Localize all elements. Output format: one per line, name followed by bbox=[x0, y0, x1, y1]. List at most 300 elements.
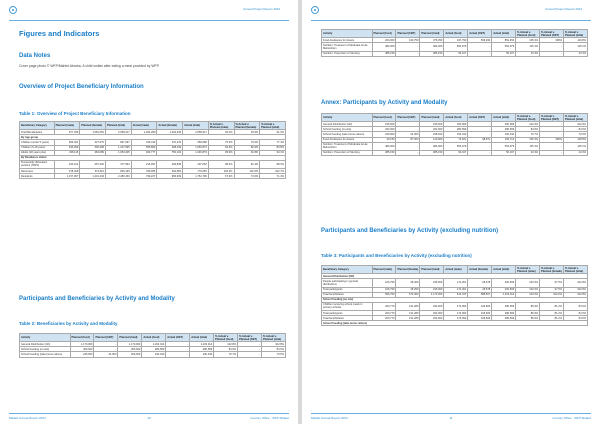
table-cell: 407,052 bbox=[183, 160, 209, 168]
table-cell: 2,480,400 bbox=[105, 174, 131, 179]
column-header: Activity bbox=[322, 114, 373, 122]
table-cell: 1,170,000 bbox=[420, 292, 444, 297]
table-cell: 75.6% bbox=[208, 140, 234, 145]
table-cell: 50,167 bbox=[492, 150, 516, 155]
row-label: Nutrition: Treatment of Moderate Acute Malnutrition bbox=[322, 43, 373, 51]
table-cell: 90,167 bbox=[444, 51, 468, 56]
table-cell: 204,000 bbox=[372, 38, 396, 43]
header-rule bbox=[311, 20, 591, 21]
table-cell: 385,150 bbox=[420, 51, 444, 56]
table-cell: 163,750 bbox=[396, 38, 420, 43]
row-label: School Feeding (take-home rations) bbox=[20, 352, 71, 357]
table-cell: 555,869 bbox=[131, 145, 157, 150]
column-header: Planned (female) bbox=[80, 122, 106, 130]
row-label: School Feeding (on-site) bbox=[322, 127, 373, 132]
table-cell: 104.3% bbox=[208, 169, 234, 174]
column-header: Planned (total) bbox=[105, 122, 131, 130]
column-header: % Actual v. Planned (food) bbox=[516, 114, 540, 122]
row-label: Food Assistance for Assets bbox=[322, 137, 373, 142]
table-cell: 93.9% bbox=[234, 130, 260, 135]
table-cell: 84.6% bbox=[262, 347, 286, 352]
activity-modality-table-continued bbox=[321, 29, 588, 57]
table-cell: 378,328 bbox=[54, 169, 80, 174]
table-cell: 84.6% bbox=[564, 127, 588, 132]
table-cell: 280,599 bbox=[142, 347, 166, 352]
table-cell: 396% bbox=[540, 38, 564, 43]
table-cell: 596,700 bbox=[372, 292, 396, 297]
column-header: % Actual v. Planned (food) bbox=[516, 30, 540, 38]
table-cell: 200,770 bbox=[372, 302, 396, 310]
table-cell: 106,606 bbox=[468, 311, 492, 316]
right-page bbox=[302, 0, 600, 424]
table-cell: 1,203,014 bbox=[492, 292, 516, 297]
table-cell: 102.8% bbox=[262, 342, 286, 347]
page-number: 11 bbox=[449, 416, 453, 420]
running-header: Annual Project Report 2024 bbox=[243, 7, 280, 11]
table-cell: 79.7% bbox=[214, 352, 238, 357]
table-cell: 190,340 bbox=[190, 352, 214, 357]
table-cell: 86.9% bbox=[516, 311, 540, 316]
table-cell: 376,350 bbox=[420, 38, 444, 43]
column-header: % Actual v. Planned (total) bbox=[564, 114, 588, 122]
table-cell: 977,336 bbox=[54, 130, 80, 135]
column-header: % Actual v. Planned (CBT) bbox=[238, 334, 262, 342]
table-cell: 1,053,205 bbox=[105, 150, 131, 155]
table-cell: 1,264,289 bbox=[131, 130, 157, 135]
table-cell: 115.1% bbox=[516, 142, 540, 150]
table-cell: 81.2% bbox=[540, 311, 564, 316]
table-cell: 338,116 bbox=[54, 150, 80, 155]
table-cell: 131,280 bbox=[396, 316, 420, 321]
wfp-logo-icon bbox=[311, 6, 319, 14]
table-cell: 91.3% bbox=[260, 130, 286, 135]
row-label: Total beneficiaries bbox=[322, 316, 373, 321]
table-cell: 172,261 bbox=[444, 279, 468, 287]
table-cell: 84.6% bbox=[564, 302, 588, 310]
column-header: Actual (food) bbox=[142, 334, 166, 342]
table-cell: 81.2% bbox=[540, 302, 564, 310]
table-cell: 83.8% bbox=[260, 145, 286, 150]
table-cell: 98.2% bbox=[208, 160, 234, 168]
table-cell: 280,599 bbox=[190, 347, 214, 352]
table-cell: 173,993 bbox=[444, 311, 468, 316]
table-cell: 24,000 bbox=[94, 352, 118, 357]
column-header: % Actual v. Planned (total) bbox=[564, 30, 588, 38]
section-label: General Distribution (GD) bbox=[322, 274, 588, 279]
table-cell: 2,658,917 bbox=[183, 130, 209, 135]
table-cell: 1,394,636 bbox=[157, 130, 183, 135]
table-cell: - bbox=[540, 132, 564, 137]
column-header: % Actual v. Planned (total) bbox=[260, 122, 286, 130]
table-cell: 33,150 bbox=[372, 137, 396, 142]
table-cell: 23.3% bbox=[564, 150, 588, 155]
table-cell: 238,400 bbox=[420, 132, 444, 137]
table-cell: 79.3% bbox=[234, 140, 260, 145]
annex-heading: Annex: Participants by Activity and Modality bbox=[321, 100, 448, 106]
page-title: Figures and Indicators bbox=[19, 29, 100, 38]
table-cell: 116.8% bbox=[564, 38, 588, 43]
table-cell: 131,280 bbox=[396, 302, 420, 310]
table-header-row bbox=[322, 266, 588, 274]
column-header: % Actual v. Planned (CBT) bbox=[540, 30, 564, 38]
table-cell: - bbox=[468, 142, 492, 150]
table-cell: 554,979 bbox=[444, 43, 468, 51]
table-cell: 300,000 bbox=[70, 347, 94, 352]
table-cell: 463,777 bbox=[131, 150, 157, 155]
table-cell: 91.8% bbox=[234, 150, 260, 155]
table-cell: 195,000 bbox=[420, 279, 444, 287]
table-cell: 190,340 bbox=[444, 132, 468, 137]
table-cell: - bbox=[396, 43, 420, 51]
row-label: Children (5-18 years) bbox=[20, 145, 55, 150]
table-row bbox=[322, 43, 588, 51]
table-cell: 332,000 bbox=[372, 127, 396, 132]
table-cell: - bbox=[468, 122, 492, 127]
table-cell: 71.4% bbox=[260, 174, 286, 179]
table-cell: 28,578 bbox=[468, 287, 492, 292]
column-header: Planned (female) bbox=[396, 266, 420, 274]
table-cell: 84.6% bbox=[214, 347, 238, 352]
table-cell: 245,000 bbox=[70, 352, 94, 357]
table-cell: 195,000 bbox=[420, 287, 444, 292]
table-cell: 118.8% bbox=[564, 137, 588, 142]
table-cell: 97.5% bbox=[540, 279, 564, 287]
table-cell: - bbox=[468, 51, 492, 56]
table-cell: 195,000 bbox=[420, 122, 444, 127]
table-cell: 102.8% bbox=[214, 342, 238, 347]
table-cell: 92.4% bbox=[208, 130, 234, 135]
table-cell: 28,578 bbox=[468, 279, 492, 287]
table-cell: 24,000 bbox=[396, 132, 420, 137]
data-notes-heading: Data Notes bbox=[19, 53, 51, 59]
table-cell: 1,157,967 bbox=[54, 174, 80, 179]
table-cell: 82.9% bbox=[234, 145, 260, 150]
table-cell: 103.3% bbox=[516, 279, 540, 287]
table-cell: 106,606 bbox=[468, 316, 492, 321]
table-cell: 484,000 bbox=[372, 43, 396, 51]
column-header: Actual (CBT) bbox=[468, 114, 492, 122]
table-cell: 102.9% bbox=[516, 122, 540, 127]
table-cell: - bbox=[540, 43, 564, 51]
row-label: Nutrition: Treatment of Moderate Acute Malnutrition bbox=[322, 142, 373, 150]
table-cell: 484,000 bbox=[420, 142, 444, 150]
table-cell: 79.7% bbox=[516, 132, 540, 137]
table-cell: 103.0% bbox=[516, 292, 540, 297]
table-cell: 98,871 bbox=[468, 137, 492, 142]
table-cell: 498,439 bbox=[157, 145, 183, 150]
table-row bbox=[20, 174, 286, 179]
table-cell: 2,058,417 bbox=[105, 130, 131, 135]
table-cell: 779,653 bbox=[183, 169, 209, 174]
table-cell: 110,900 bbox=[420, 137, 444, 142]
table-cell: 385,150 bbox=[372, 150, 396, 155]
table-cell: 486,021 bbox=[54, 140, 80, 145]
table-cell: 280,599 bbox=[444, 127, 468, 132]
table-cell: 166,750 bbox=[372, 279, 396, 287]
table-row bbox=[322, 51, 588, 56]
table-cell: 23.3% bbox=[564, 51, 588, 56]
table-cell: 1,201,433 bbox=[80, 174, 106, 179]
row-label: Total participants bbox=[322, 287, 373, 292]
table-cell: - bbox=[94, 347, 118, 352]
column-header: % Actual v. Planned (total) bbox=[262, 334, 286, 342]
column-header: Actual (female) bbox=[157, 122, 183, 130]
column-header: % Actual v. Planned (male) bbox=[208, 122, 234, 130]
table-cell: 86.9% bbox=[516, 316, 540, 321]
row-label: School Feeding (on-site) bbox=[20, 347, 71, 352]
row-label: Nutrition: Prevention of Stunting bbox=[322, 150, 373, 155]
column-header: Planned (food) bbox=[372, 114, 396, 122]
row-label: Total beneficiaries bbox=[322, 292, 373, 297]
row-label: Nutrition: Prevention of Stunting bbox=[322, 51, 373, 56]
column-header: Actual (food) bbox=[444, 114, 468, 122]
column-header: Planned (CBT) bbox=[396, 30, 420, 38]
table-cell: 50,167 bbox=[492, 51, 516, 56]
table-cell: 280,599 bbox=[492, 302, 516, 310]
table-cell: 84.6% bbox=[564, 311, 588, 316]
table-cell: 28,360 bbox=[396, 279, 420, 287]
column-header: Actual (total) bbox=[183, 122, 209, 130]
beneficiaries-by-activity-table bbox=[19, 333, 286, 358]
page-number: 10 bbox=[147, 416, 151, 420]
row-label: General Distribution (GD) bbox=[20, 342, 71, 347]
column-header: % Actual v. Planned (total) bbox=[564, 266, 588, 274]
table-cell: 90,167 bbox=[444, 150, 468, 155]
table-cell: 102.9% bbox=[564, 122, 588, 127]
table-cell: - bbox=[166, 342, 190, 347]
table-cell: 84.6% bbox=[564, 316, 588, 321]
table-cell: 23.3% bbox=[516, 150, 540, 155]
table-cell: - bbox=[396, 127, 420, 132]
table-cell: - bbox=[396, 142, 420, 150]
table-header-row bbox=[322, 30, 588, 38]
column-header: % Actual v. Planned (male) bbox=[516, 266, 540, 274]
table-cell: 956,939 bbox=[157, 174, 183, 179]
table-header-row bbox=[322, 114, 588, 122]
column-header: Planned (male) bbox=[54, 122, 80, 130]
table-cell: 1,203,014 bbox=[190, 342, 214, 347]
column-header: Planned (food) bbox=[70, 334, 94, 342]
table-cell: 87,600 bbox=[396, 137, 420, 142]
table-cell: 95.9% bbox=[208, 150, 234, 155]
page-header bbox=[302, 4, 600, 18]
table-cell: 846,439 bbox=[105, 169, 131, 174]
table-cell: 1,170,000 bbox=[70, 342, 94, 347]
table-cell: 28,250 bbox=[396, 287, 420, 292]
table-row bbox=[322, 279, 588, 287]
table-cell: 23.3% bbox=[516, 51, 540, 56]
table-cell: 1,764,796 bbox=[183, 174, 209, 179]
table-cell: 67.9% bbox=[208, 174, 234, 179]
table-cell: 588,667 bbox=[468, 292, 492, 297]
table-cell: 72.6% bbox=[564, 132, 588, 137]
column-header: Actual (male) bbox=[444, 266, 468, 274]
table-cell: 332,000 bbox=[420, 302, 444, 310]
column-header: Planned (CBT) bbox=[94, 334, 118, 342]
wfp-logo-icon bbox=[9, 6, 17, 14]
column-header: Actual (CBT) bbox=[166, 334, 190, 342]
section-label: By Residence status: bbox=[20, 155, 286, 160]
table-cell: 427,676 bbox=[80, 140, 106, 145]
table-cell: 200,839 bbox=[492, 287, 516, 292]
table-cell: 867,697 bbox=[105, 140, 131, 145]
table-cell: 101.9% bbox=[234, 169, 260, 174]
column-header: Actual (food) bbox=[444, 30, 468, 38]
left-page bbox=[0, 0, 298, 424]
table-cell: 81.2% bbox=[540, 316, 564, 321]
table-row bbox=[322, 302, 588, 310]
column-header: Planned (total) bbox=[420, 114, 444, 122]
data-notes-text: Cover page photo © WFP/Mahlet Abraha. A child smiles after eating a meal provided by WFP. bbox=[19, 64, 160, 68]
table-section-row bbox=[322, 321, 588, 326]
column-header: Planned (total) bbox=[420, 266, 444, 274]
table-row bbox=[322, 142, 588, 150]
table-cell: 105.3% bbox=[516, 38, 540, 43]
table-cell: 81.4% bbox=[234, 160, 260, 168]
table-cell: 216,097 bbox=[131, 160, 157, 168]
running-header: Annual Project Report 2024 bbox=[545, 7, 582, 11]
column-header: Planned (food) bbox=[372, 30, 396, 38]
table-cell: - bbox=[238, 352, 262, 357]
table-cell: 332,000 bbox=[420, 316, 444, 321]
table-cell: 190,340 bbox=[492, 132, 516, 137]
table-cell: 166,750 bbox=[372, 287, 396, 292]
column-header: % Actual v. Planned (female) bbox=[541, 266, 562, 273]
table-cell: 1,170,000 bbox=[118, 342, 142, 347]
row-label: Children receiving school meals in primary schools bbox=[322, 302, 373, 310]
table-cell: 790,227 bbox=[131, 174, 157, 179]
table-cell: 169,712 bbox=[492, 137, 516, 142]
table-cell: 484,000 bbox=[420, 43, 444, 51]
table-cell: 102.9% bbox=[564, 279, 588, 287]
table-cell: 200,770 bbox=[372, 316, 396, 321]
table-cell: 88.3% bbox=[260, 160, 286, 168]
participants-by-activity-table bbox=[321, 265, 588, 326]
table2-caption: Table 2: Beneficiaries by Activity and Modality bbox=[19, 321, 118, 326]
table1-caption: Table 1: Overview of Project Beneficiary Information bbox=[19, 111, 131, 116]
table-cell: 102.6% bbox=[540, 292, 564, 297]
table-cell: 269,000 bbox=[118, 352, 142, 357]
table-cell: 373,416 bbox=[80, 169, 106, 174]
table-cell: 115.1% bbox=[564, 43, 588, 51]
footer-left: Malawi Annual Report 2024 bbox=[9, 416, 46, 420]
table-cell: - bbox=[166, 347, 190, 352]
row-label: Food Assistance for Assets bbox=[322, 38, 373, 43]
table-header-row bbox=[20, 122, 286, 130]
column-header: Planned (total) bbox=[420, 30, 444, 38]
table-cell: - bbox=[468, 43, 492, 51]
table-cell: 300,000 bbox=[118, 347, 142, 352]
table-cell: 1,081,081 bbox=[80, 130, 106, 135]
row-label: School Feeding (take-home rations) bbox=[322, 132, 373, 137]
table-cell: - bbox=[540, 127, 564, 132]
table-cell: 852,450 bbox=[492, 38, 516, 43]
table-cell: 1,053,874 bbox=[183, 145, 209, 150]
table-cell: 347,790 bbox=[444, 38, 468, 43]
table-row bbox=[20, 352, 286, 357]
column-header: Actual (total) bbox=[492, 114, 516, 122]
table-cell: 384,089 bbox=[80, 150, 106, 155]
table-cell: 173,993 bbox=[444, 316, 468, 321]
row-label: Returnees bbox=[20, 169, 55, 174]
column-header: Activity bbox=[20, 334, 71, 342]
table-cell: - bbox=[396, 122, 420, 127]
table-cell: 172,261 bbox=[444, 287, 468, 292]
table-cell: - bbox=[540, 150, 564, 155]
table-cell: 640,399 bbox=[54, 145, 80, 150]
table-cell: 332,000 bbox=[420, 127, 444, 132]
table-cell: 102.9% bbox=[564, 287, 588, 292]
section-label: School Feeding (take-home rations) bbox=[322, 321, 588, 326]
table-cell: 280,599 bbox=[492, 316, 516, 321]
table-cell: 200,999 bbox=[444, 122, 468, 127]
table-cell: 554,979 bbox=[492, 142, 516, 150]
table-cell: 606,398 bbox=[80, 145, 106, 150]
section-label: School Feeding (on-site) bbox=[322, 297, 588, 302]
table-cell: 346,443 bbox=[131, 140, 157, 145]
table-cell: - bbox=[396, 51, 420, 56]
row-label: Adults (18 years plus) bbox=[20, 150, 55, 155]
table-cell: 336,965 bbox=[131, 169, 157, 174]
table-cell: 115.1% bbox=[516, 43, 540, 51]
table-cell: - bbox=[540, 51, 564, 56]
footer-right: Country Office · WFP Malawi bbox=[250, 416, 289, 420]
table-cell: 332,000 bbox=[420, 311, 444, 316]
column-header: % Actual v. Planned (female) bbox=[234, 122, 260, 130]
table-cell: - bbox=[94, 342, 118, 347]
table-cell: - bbox=[468, 127, 492, 132]
table-cell: 195,000 bbox=[372, 122, 396, 127]
table-cell: 477,564 bbox=[105, 160, 131, 168]
annex-participants-table bbox=[321, 113, 588, 156]
row-label: Total Beneficiaries bbox=[20, 130, 55, 135]
table-cell: 1,247,695 bbox=[105, 145, 131, 150]
table-cell: 200,770 bbox=[372, 311, 396, 316]
table-cell: 200,999 bbox=[492, 122, 516, 127]
table-cell: - bbox=[468, 132, 492, 137]
table-cell: 573,300 bbox=[396, 292, 420, 297]
table-cell: 554,979 bbox=[444, 142, 468, 150]
table-cell: 392,682 bbox=[157, 169, 183, 174]
table-cell: 77.4% bbox=[260, 140, 286, 145]
table-cell: 106.3% bbox=[516, 137, 540, 142]
row-label: Children (under 5 years) bbox=[20, 140, 55, 145]
table-cell: 249,900 bbox=[372, 132, 396, 137]
table-cell: 84.6% bbox=[516, 127, 540, 132]
table-cell: - bbox=[540, 142, 564, 150]
table-cell: 131,280 bbox=[396, 311, 420, 316]
table-cell: - bbox=[540, 122, 564, 127]
table-cell: 102.8% bbox=[564, 292, 588, 297]
column-header: Actual (male) bbox=[131, 122, 157, 130]
column-header: Beneficiary Category bbox=[322, 266, 373, 274]
column-header: Actual (CBT) bbox=[468, 30, 492, 38]
table-cell: 280,599 bbox=[492, 127, 516, 132]
table-cell: 93.1% bbox=[260, 150, 286, 155]
table-cell: 750,102 bbox=[157, 150, 183, 155]
table-cell: 84.6% bbox=[208, 145, 234, 150]
page-footer bbox=[9, 413, 289, 421]
table-cell: 220,162 bbox=[54, 160, 80, 168]
table-cell: 200,839 bbox=[492, 279, 516, 287]
table-cell: 173,993 bbox=[444, 302, 468, 310]
column-header: Planned (male) bbox=[372, 266, 396, 274]
table-cell: 209,835 bbox=[157, 160, 183, 168]
table-cell: 190,340 bbox=[142, 352, 166, 357]
page-footer bbox=[311, 413, 591, 421]
column-header: Actual (female) bbox=[468, 266, 492, 274]
row-label: Residents bbox=[20, 174, 55, 179]
